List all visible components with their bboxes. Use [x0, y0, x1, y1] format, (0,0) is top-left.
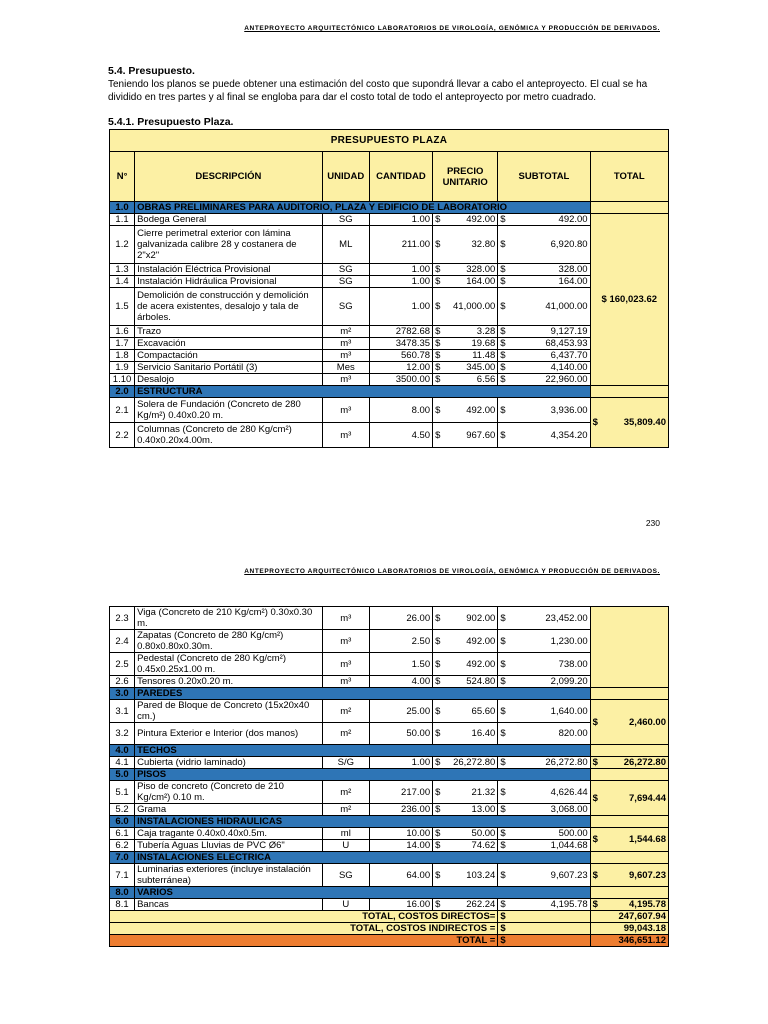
table-row — [110, 700, 669, 723]
currency-sign: $ — [500, 635, 506, 647]
item-quantity: 4.00 — [369, 676, 432, 688]
item-number: 7.1 — [110, 864, 135, 887]
amount: 103.24 — [466, 869, 496, 881]
section-title: 5.4. Presupuesto. — [108, 65, 195, 77]
item-unit: m² — [322, 700, 369, 723]
currency-sign: $ — [435, 705, 441, 717]
currency-sign: $ — [500, 404, 506, 416]
col-header-desc: DESCRIPCIÓN — [135, 152, 323, 202]
section-header-row — [110, 816, 669, 828]
item-quantity: 12.00 — [369, 362, 432, 374]
item-quantity: 8.00 — [369, 398, 432, 423]
table-row — [110, 338, 669, 350]
col-header-total: TOTAL — [590, 152, 668, 202]
item-quantity: 1.00 — [369, 214, 432, 226]
table-row — [110, 350, 669, 362]
currency-sign: $ — [592, 899, 598, 910]
amount: 492.00 — [466, 658, 496, 670]
item-quantity: 217.00 — [369, 781, 432, 804]
item-unit: m³ — [322, 676, 369, 688]
item-quantity: 3500.00 — [369, 374, 432, 386]
amount: 41,000.00 — [453, 301, 496, 312]
amount: 4,140.00 — [550, 362, 588, 373]
section-header-row — [110, 202, 669, 214]
item-unit: U — [322, 899, 369, 911]
currency-sign: $ — [435, 840, 441, 851]
item-quantity: 2782.68 — [369, 326, 432, 338]
item-number: 2.4 — [110, 630, 135, 653]
currency-sign: $ — [435, 338, 441, 349]
direct-costs-row — [110, 911, 669, 923]
table-row — [110, 374, 669, 386]
table-row — [110, 723, 669, 745]
section-title: TECHOS — [135, 745, 591, 757]
item-unit: ML — [322, 226, 369, 264]
indirect-costs-row — [110, 923, 669, 935]
currency-sign: $ — [500, 804, 506, 815]
amount: 50.00 — [471, 828, 496, 839]
item-description: Servicio Sanitario Portátil (3) — [135, 362, 323, 374]
item-number: 2.2 — [110, 423, 135, 448]
col-header-price: PRECIO UNITARIO — [433, 152, 498, 202]
amount: 6.56 — [476, 374, 496, 385]
currency-sign: $ — [435, 635, 441, 647]
currency-sign: $ — [500, 239, 506, 250]
item-description: Demolición de construcción y demolición de acera existentes, desalojo y tala de árboles. — [135, 288, 323, 326]
item-number: 1.7 — [110, 338, 135, 350]
item-number: 2.3 — [110, 607, 135, 630]
currency-sign: $ — [500, 705, 506, 717]
currency-sign: $ — [500, 869, 506, 881]
amount: 1,044.68 — [550, 840, 588, 851]
currency-sign: $ — [435, 786, 441, 798]
item-number: 1.2 — [110, 226, 135, 264]
currency-sign: $ — [500, 757, 506, 768]
currency-sign: $ — [500, 214, 506, 225]
item-quantity: 1.00 — [369, 288, 432, 326]
currency-sign: $ — [500, 338, 506, 349]
currency-sign: $ — [500, 658, 506, 670]
section-total: 9,607.23 — [629, 869, 666, 881]
currency-sign: $ — [435, 326, 441, 337]
section-title: PAREDES — [135, 688, 591, 700]
item-number: 2.5 — [110, 653, 135, 676]
direct-costs-label: TOTAL, COSTOS DIRECTOS= — [110, 911, 498, 923]
item-unit: S/G — [322, 757, 369, 769]
amount: 1,230.00 — [550, 635, 588, 647]
table-row — [110, 264, 669, 276]
amount: 19.68 — [471, 338, 496, 349]
item-description: Instalación Eléctrica Provisional — [135, 264, 323, 276]
currency-sign: $ — [500, 786, 506, 798]
currency-sign: $ — [592, 869, 598, 881]
section-total: $ 160,023.62 — [590, 214, 668, 386]
item-number: 1.5 — [110, 288, 135, 326]
amount: 1,640.00 — [550, 705, 588, 717]
currency-sign: $ — [498, 935, 590, 947]
currency-sign: $ — [435, 264, 441, 275]
amount: 524.80 — [466, 676, 496, 687]
col-header-subtotal: SUBTOTAL — [498, 152, 590, 202]
item-number: 6.2 — [110, 840, 135, 852]
item-quantity: 25.00 — [369, 700, 432, 723]
item-unit: m³ — [322, 338, 369, 350]
direct-costs-value: 247,607.94 — [590, 911, 668, 923]
currency-sign: $ — [435, 404, 441, 416]
amount: 32.80 — [471, 239, 496, 250]
amount: 4,354.20 — [550, 429, 588, 441]
amount: 328.00 — [558, 264, 588, 275]
item-description: Tensores 0.20x0.20 m. — [135, 676, 323, 688]
currency-sign: $ — [500, 362, 506, 373]
item-quantity: 14.00 — [369, 840, 432, 852]
item-number: 4.1 — [110, 757, 135, 769]
item-unit: SG — [322, 864, 369, 887]
amount: 6,920.80 — [550, 239, 588, 250]
section-total: 2,460.00 — [629, 716, 666, 728]
item-description: Bancas — [135, 899, 323, 911]
currency-sign: $ — [500, 374, 506, 385]
table-row — [110, 423, 669, 448]
currency-sign: $ — [500, 676, 506, 687]
page-header: ANTEPROYECTO ARQUITECTÓNICO LABORATORIOS DE VIROLOGÍA, GENÓMICA Y PRODUCCIÓN DE DERIVADOS. — [244, 25, 660, 32]
currency-sign: $ — [435, 301, 441, 312]
item-number: 1.1 — [110, 214, 135, 226]
currency-sign: $ — [500, 899, 506, 910]
section-header-row — [110, 887, 669, 899]
item-number: 2.6 — [110, 676, 135, 688]
section-header-row — [110, 688, 669, 700]
section-title: OBRAS PRELIMINARES PARA AUDITORIO, PLAZA Y EDIFICIO DE LABORATORIO — [135, 202, 591, 214]
currency-sign: $ — [435, 239, 441, 250]
amount: 4,626.44 — [550, 786, 588, 798]
amount: 738.00 — [558, 658, 588, 670]
item-number: 1.3 — [110, 264, 135, 276]
item-description: Desalojo — [135, 374, 323, 386]
item-description: Caja tragante 0.40x0.40x0.5m. — [135, 828, 323, 840]
currency-sign: $ — [435, 804, 441, 815]
currency-sign: $ — [435, 429, 441, 441]
amount: 492.00 — [466, 404, 496, 416]
item-number: 6.1 — [110, 828, 135, 840]
section-number: 1.0 — [110, 202, 135, 214]
section-header-row — [110, 852, 669, 864]
currency-sign: $ — [435, 676, 441, 687]
amount: 9,127.19 — [550, 326, 588, 337]
currency-sign: $ — [435, 374, 441, 385]
item-unit: m³ — [322, 350, 369, 362]
amount: 3,068.00 — [550, 804, 588, 815]
section-total: 4,195.78 — [629, 899, 666, 910]
currency-sign: $ — [435, 869, 441, 881]
table-row — [110, 840, 669, 852]
item-quantity: 26.00 — [369, 607, 432, 630]
item-unit: m² — [322, 781, 369, 804]
section-title: VARIOS — [135, 887, 591, 899]
item-description: Pared de Bloque de Concreto (15x20x40 cm.) — [135, 700, 323, 723]
item-quantity: 3478.35 — [369, 338, 432, 350]
item-description: Piso de concreto (Concreto de 210 Kg/cm²) 0.10 m. — [135, 781, 323, 804]
currency-sign: $ — [435, 214, 441, 225]
amount: 262.24 — [466, 899, 496, 910]
page-number: 230 — [645, 518, 660, 528]
item-unit: m³ — [322, 374, 369, 386]
item-quantity: 236.00 — [369, 804, 432, 816]
subsection-title: 5.4.1. Presupuesto Plaza. — [108, 116, 234, 128]
currency-sign: $ — [592, 792, 598, 804]
amount: 26,272.80 — [453, 757, 496, 768]
section-title: INSTALACIONES HIDRAULICAS — [135, 816, 591, 828]
grand-total-label: TOTAL = — [110, 935, 498, 947]
item-description: Luminarias exteriores (incluye instalación subterránea) — [135, 864, 323, 887]
currency-sign: $ — [435, 658, 441, 670]
item-number: 1.6 — [110, 326, 135, 338]
item-number: 1.10 — [110, 374, 135, 386]
currency-sign: $ — [500, 350, 506, 361]
section-total: 1,544.68 — [629, 834, 666, 845]
item-description: Excavación — [135, 338, 323, 350]
amount: 328.00 — [466, 264, 496, 275]
amount: 41,000.00 — [545, 301, 588, 312]
item-quantity: 64.00 — [369, 864, 432, 887]
currency-sign: $ — [592, 757, 598, 768]
table-row — [110, 276, 669, 288]
item-description: Bodega General — [135, 214, 323, 226]
currency-sign: $ — [500, 612, 506, 624]
currency-sign: $ — [435, 757, 441, 768]
currency-sign: $ — [498, 911, 590, 923]
col-header-qty: CANTIDAD — [369, 152, 432, 202]
item-number: 1.8 — [110, 350, 135, 362]
item-description: Grama — [135, 804, 323, 816]
indirect-costs-value: 99,043.18 — [590, 923, 668, 935]
item-number: 5.1 — [110, 781, 135, 804]
item-unit: m³ — [322, 398, 369, 423]
item-quantity: 560.78 — [369, 350, 432, 362]
amount: 6,437.70 — [550, 350, 588, 361]
table-row — [110, 757, 669, 769]
item-quantity: 211.00 — [369, 226, 432, 264]
section-number: 2.0 — [110, 386, 135, 398]
col-header-n: N° — [110, 152, 135, 202]
item-unit: m³ — [322, 653, 369, 676]
item-unit: ml — [322, 828, 369, 840]
amount: 967.60 — [466, 429, 496, 441]
grand-total-row — [110, 935, 669, 947]
item-quantity: 1.00 — [369, 264, 432, 276]
amount: 9,607.23 — [550, 869, 588, 881]
section-title: INSTALACIONES ELECTRICA — [135, 852, 591, 864]
table-row — [110, 214, 669, 226]
currency-sign: $ — [435, 350, 441, 361]
budget-table-page2 — [109, 606, 669, 947]
table-row — [110, 653, 669, 676]
item-description: Viga (Concreto de 210 Kg/cm²) 0.30x0.30 m. — [135, 607, 323, 630]
currency-sign: $ — [435, 899, 441, 910]
indirect-costs-label: TOTAL, COSTOS INDIRECTOS = — [110, 923, 498, 935]
grand-total-value: 346,651.12 — [590, 935, 668, 947]
page-header-2: ANTEPROYECTO ARQUITECTÓNICO LABORATORIOS DE VIROLOGÍA, GENÓMICA Y PRODUCCIÓN DE DERIVADOS. — [244, 568, 660, 575]
item-unit: SG — [322, 276, 369, 288]
table-row — [110, 676, 669, 688]
item-description: Trazo — [135, 326, 323, 338]
currency-sign: $ — [592, 716, 598, 728]
amount: 22,960.00 — [545, 374, 588, 385]
currency-sign: $ — [498, 923, 590, 935]
table-row — [110, 226, 669, 264]
item-unit: m² — [322, 326, 369, 338]
amount: 345.00 — [466, 362, 496, 373]
amount: 820.00 — [558, 728, 588, 739]
table-row — [110, 630, 669, 653]
item-number: 1.9 — [110, 362, 135, 374]
item-description: Pedestal (Concreto de 280 Kg/cm²) 0.45x0.25x1.00 m. — [135, 653, 323, 676]
amount: 492.00 — [558, 214, 588, 225]
currency-sign: $ — [592, 834, 598, 845]
amount: 164.00 — [558, 276, 588, 287]
currency-sign: $ — [500, 276, 506, 287]
item-quantity: 2.50 — [369, 630, 432, 653]
item-number: 1.4 — [110, 276, 135, 288]
item-quantity: 50.00 — [369, 723, 432, 745]
table-row — [110, 864, 669, 887]
section-title: PISOS — [135, 769, 591, 781]
currency-sign: $ — [500, 840, 506, 851]
section-total: 7,694.44 — [629, 792, 666, 804]
table-row — [110, 326, 669, 338]
item-quantity: 10.00 — [369, 828, 432, 840]
item-quantity: 4.50 — [369, 423, 432, 448]
currency-sign: $ — [435, 362, 441, 373]
amount: 2,099.20 — [550, 676, 588, 687]
amount: 13.00 — [471, 804, 496, 815]
table-row — [110, 781, 669, 804]
section-header-row — [110, 745, 669, 757]
section-number: 8.0 — [110, 887, 135, 899]
section-header-row — [110, 769, 669, 781]
section-total: 35,809.40 — [623, 417, 666, 428]
section-number: 7.0 — [110, 852, 135, 864]
item-unit: m³ — [322, 607, 369, 630]
amount: 492.00 — [466, 214, 496, 225]
item-description: Solera de Fundación (Concreto de 280 Kg/m²) 0.40x0.20 m. — [135, 398, 323, 423]
item-unit: m³ — [322, 423, 369, 448]
amount: 3.28 — [476, 326, 496, 337]
section-header-row — [110, 386, 669, 398]
item-description: Instalación Hidráulica Provisional — [135, 276, 323, 288]
amount: 26,272.80 — [545, 757, 588, 768]
currency-sign: $ — [500, 429, 506, 441]
item-unit: SG — [322, 288, 369, 326]
currency-sign: $ — [500, 828, 506, 839]
table-row — [110, 607, 669, 630]
section-number: 4.0 — [110, 745, 135, 757]
amount: 4,195.78 — [550, 899, 588, 910]
section-number: 6.0 — [110, 816, 135, 828]
currency-sign: $ — [500, 728, 506, 739]
table-row — [110, 398, 669, 423]
item-description: Columnas (Concreto de 280 Kg/cm²) 0.40x0.20x4.00m. — [135, 423, 323, 448]
item-unit: U — [322, 840, 369, 852]
currency-sign: $ — [500, 326, 506, 337]
item-unit: m² — [322, 804, 369, 816]
currency-sign: $ — [500, 264, 506, 275]
currency-sign: $ — [500, 301, 506, 312]
amount: 492.00 — [466, 635, 496, 647]
item-quantity: 1.00 — [369, 757, 432, 769]
amount: 65.60 — [471, 705, 496, 717]
item-quantity: 1.00 — [369, 276, 432, 288]
item-description: Cierre perimetral exterior con lámina galvanizada calibre 28 y costanera de 2"x2" — [135, 226, 323, 264]
item-unit: m³ — [322, 630, 369, 653]
amount: 68,453.93 — [545, 338, 588, 349]
currency-sign: $ — [435, 276, 441, 287]
col-header-unit: UNIDAD — [322, 152, 369, 202]
table-row — [110, 288, 669, 326]
amount: 23,452.00 — [545, 612, 588, 624]
section-total: 26,272.80 — [623, 757, 666, 768]
currency-sign: $ — [592, 417, 598, 428]
table-row — [110, 804, 669, 816]
amount: 21.32 — [471, 786, 496, 798]
currency-sign: $ — [435, 728, 441, 739]
section-number: 3.0 — [110, 688, 135, 700]
amount: 902.00 — [466, 612, 496, 624]
item-number: 2.1 — [110, 398, 135, 423]
item-unit: SG — [322, 214, 369, 226]
amount: 3,936.00 — [550, 404, 588, 416]
item-unit: Mes — [322, 362, 369, 374]
amount: 164.00 — [466, 276, 496, 287]
item-number: 5.2 — [110, 804, 135, 816]
item-unit: SG — [322, 264, 369, 276]
item-number: 8.1 — [110, 899, 135, 911]
table-row — [110, 899, 669, 911]
item-quantity: 1.50 — [369, 653, 432, 676]
table-row — [110, 828, 669, 840]
item-quantity: 16.00 — [369, 899, 432, 911]
section-number: 5.0 — [110, 769, 135, 781]
item-description: Pintura Exterior e Interior (dos manos) — [135, 723, 323, 745]
table-title: PRESUPUESTO PLAZA — [110, 130, 669, 152]
item-number: 3.2 — [110, 723, 135, 745]
item-unit: m² — [322, 723, 369, 745]
item-description: Cubierta (vidrio laminado) — [135, 757, 323, 769]
amount: 16.40 — [471, 728, 496, 739]
currency-sign: $ — [435, 612, 441, 624]
amount: 500.00 — [558, 828, 588, 839]
item-number: 3.1 — [110, 700, 135, 723]
budget-table-page1 — [109, 129, 669, 448]
item-description: Compactación — [135, 350, 323, 362]
amount: 11.48 — [472, 350, 496, 361]
intro-paragraph: Teniendo los planos se puede obtener una estimación del costo que supondrá llevar a cabo el anteproyecto. El cual se ha dividido en tres partes y al final se engloba para dar el costo total de todo el anteproyecto por metro cuadrado. — [108, 79, 648, 103]
section-title: ESTRUCTURA — [135, 386, 591, 398]
currency-sign: $ — [435, 828, 441, 839]
item-description: Zapatas (Concreto de 280 Kg/cm²) 0.80x0.80x0.30m. — [135, 630, 323, 653]
amount: 74.62 — [471, 840, 496, 851]
item-description: Tubería Aguas Lluvias de PVC Ø6" — [135, 840, 323, 852]
table-row — [110, 362, 669, 374]
